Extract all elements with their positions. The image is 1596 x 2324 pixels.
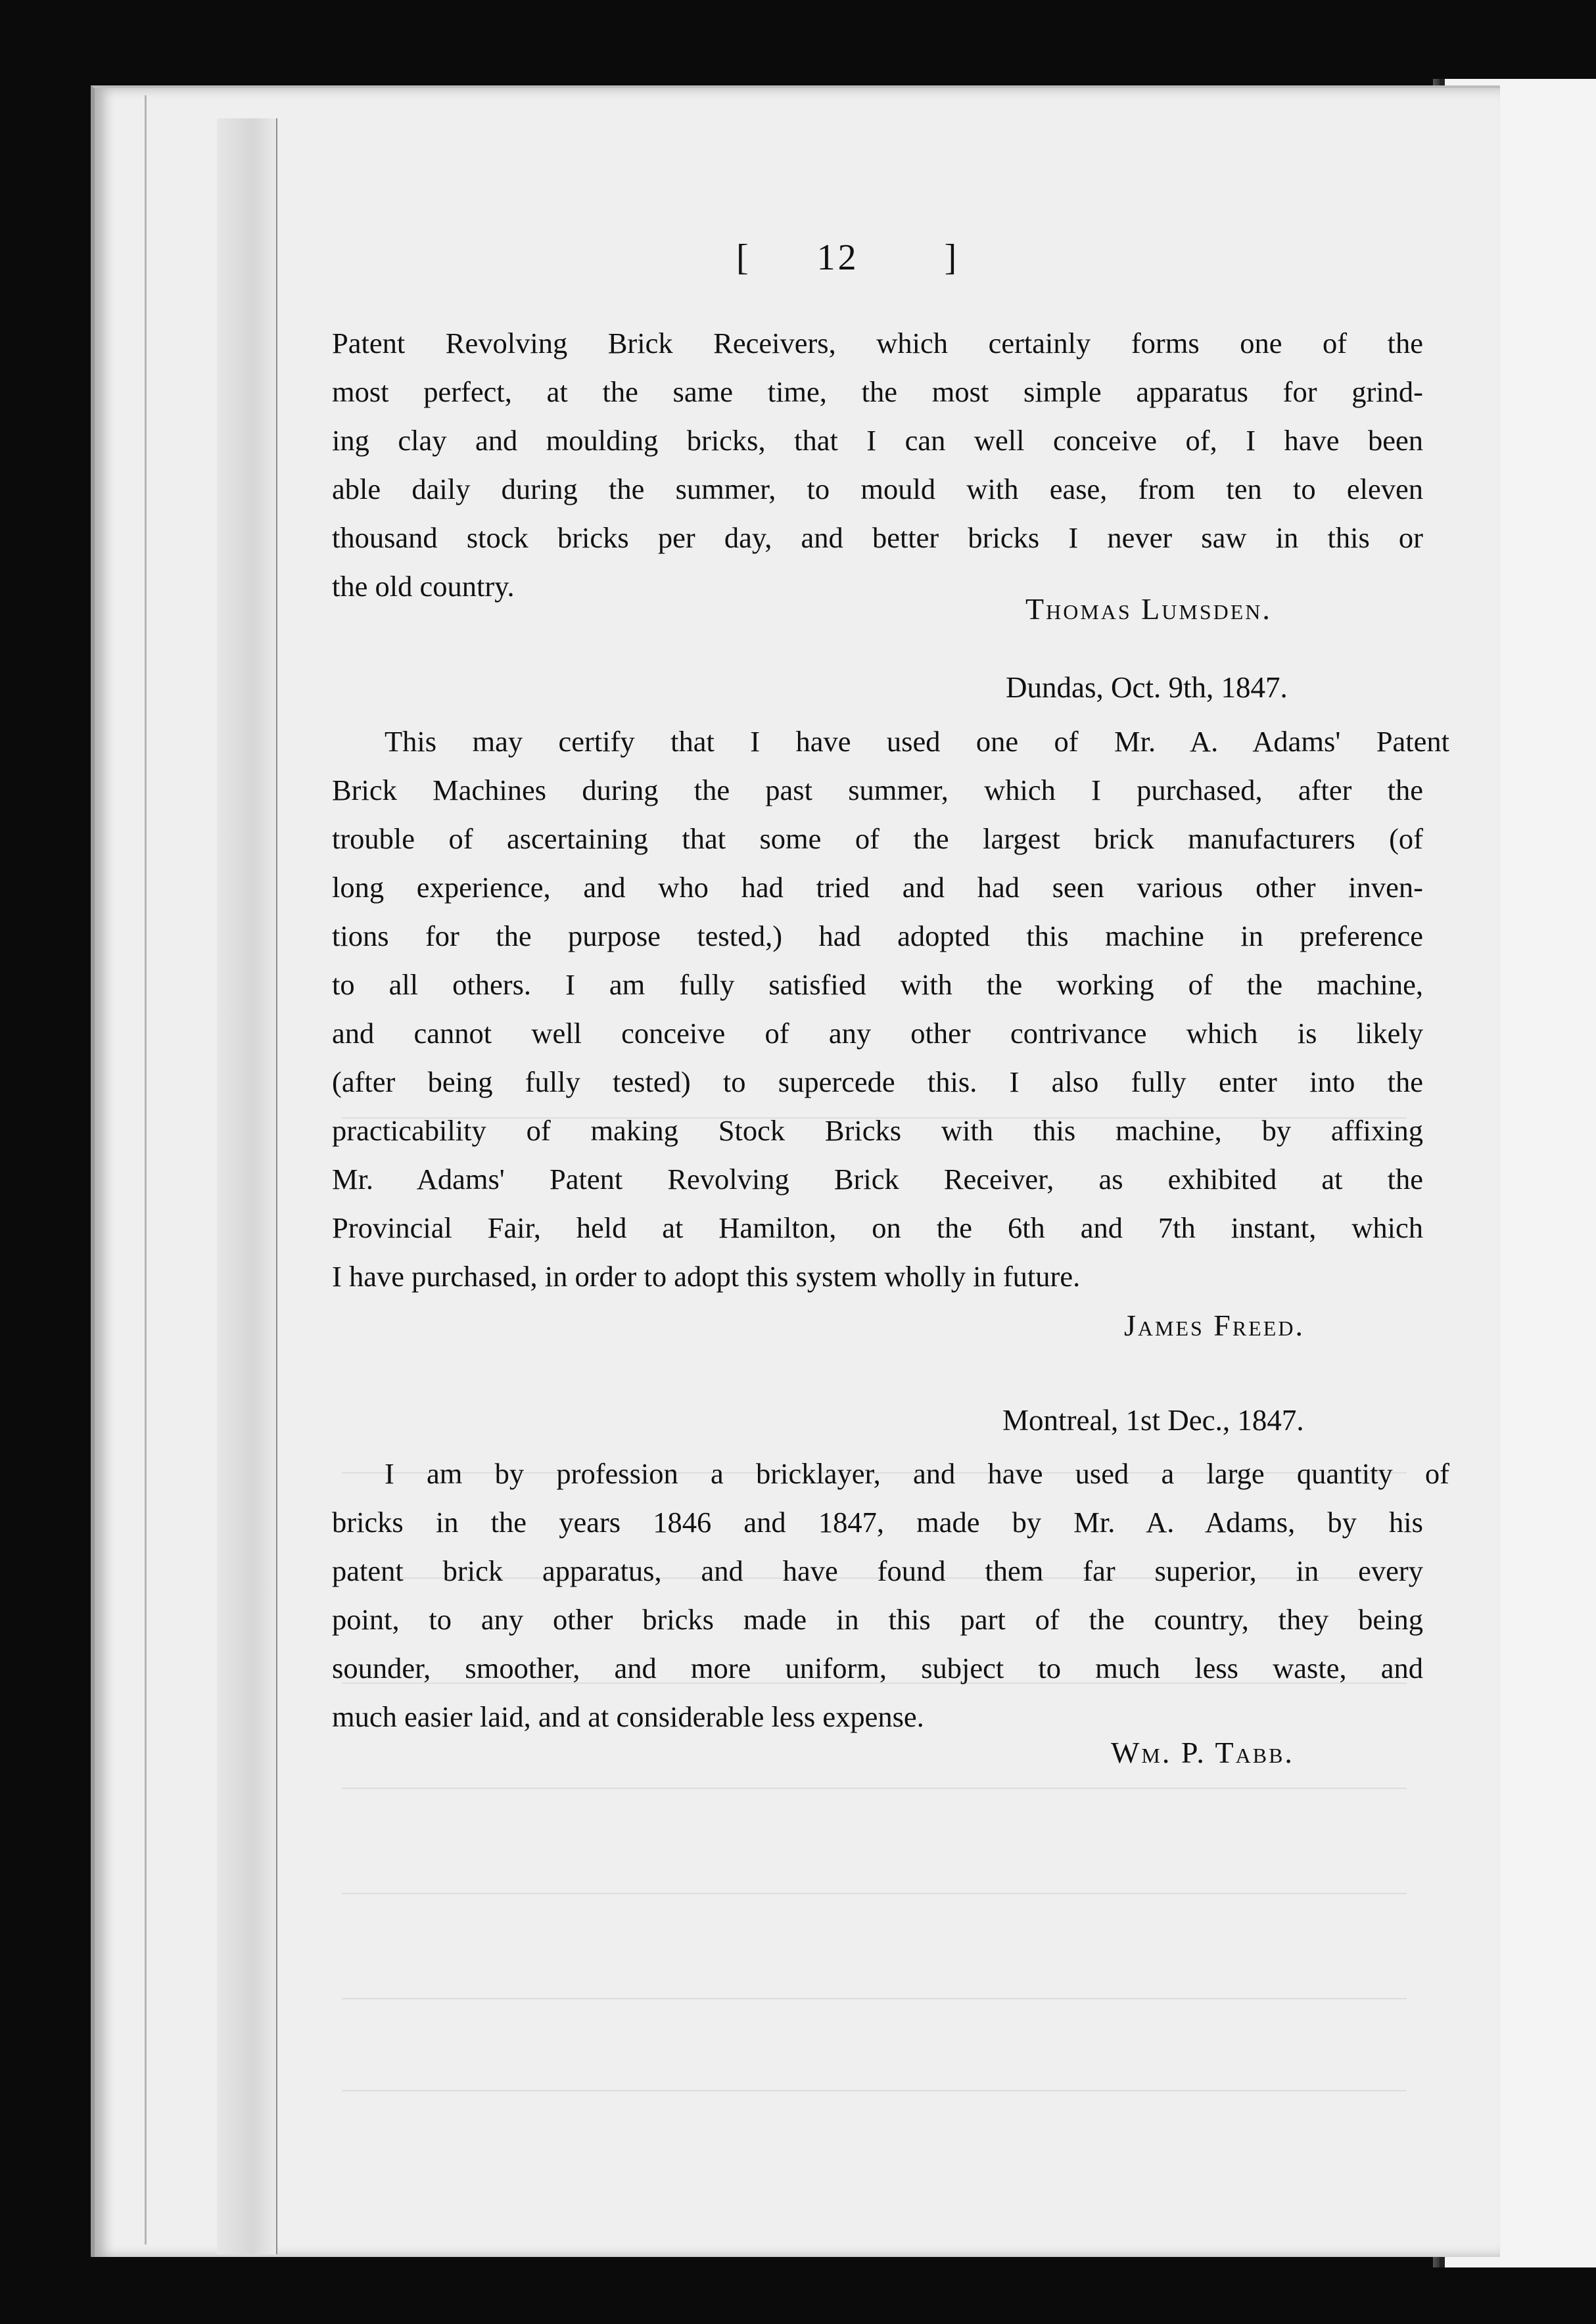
text-line: most perfect, at the same time, the most simple apparatus for grind- [332, 375, 1423, 408]
dateline-tabb: Montreal, 1st Dec., 1847. [1002, 1404, 1304, 1437]
torn-binding-strip [217, 118, 277, 2254]
text-line: point, to any other bricks made in this part of the country, they being [332, 1603, 1423, 1636]
bleed-through-mark [342, 1788, 1407, 1789]
text-line: tions for the purpose tested,) had adopted this machine in preference [332, 919, 1423, 952]
text-line: trouble of ascertaining that some of the largest brick manufacturers (of [332, 822, 1423, 855]
text-line: much easier laid, and at considerable less expense. [332, 1700, 924, 1733]
text-line: Provincial Fair, held at Hamilton, on the 6th and 7th instant, which [332, 1211, 1423, 1244]
text-line: Mr. Adams' Patent Revolving Brick Receiver, as exhibited at the [332, 1163, 1423, 1196]
signature-tabb: Wm. P. Tabb. [1111, 1736, 1294, 1769]
signature-lumsden: Thomas Lumsden. [1025, 592, 1272, 626]
bleed-through-mark [342, 1893, 1407, 1894]
text-line: long experience, and who had tried and had seen various other inven- [332, 871, 1423, 904]
page-number-bracket-open: [ [736, 237, 751, 278]
text-line: ing clay and moulding bricks, that I can well conceive of, I have been [332, 424, 1423, 457]
signature-freed: James Freed. [1124, 1309, 1305, 1342]
text-line: (after being fully tested) to supercede this. I also fully enter into the [332, 1065, 1423, 1098]
text-line: to all others. I am fully satisfied with the working of the machine, [332, 968, 1423, 1001]
text-line: I am by profession a bricklayer, and have used a large quantity of [385, 1457, 1449, 1490]
page-number-bracket-close: ] [944, 237, 960, 278]
bleed-through-mark [342, 2090, 1407, 2091]
text-line: thousand stock bricks per day, and better bricks I never saw in this or [332, 521, 1423, 554]
text-line: the old country. [332, 570, 515, 603]
text-line: This may certify that I have used one of Mr. A. Adams' Patent [385, 725, 1449, 758]
text-line: and cannot well conceive of any other contrivance which is likely [332, 1017, 1423, 1050]
page-number [736, 237, 1012, 279]
text-line: I have purchased, in order to adopt this system wholly in future. [332, 1260, 1081, 1293]
text-line: sounder, smoother, and more uniform, subject to much less waste, and [332, 1652, 1423, 1685]
page-edge-line [145, 95, 147, 2244]
text-line: able daily during the summer, to mould with ease, from ten to eleven [332, 473, 1423, 505]
text-line: practicability of making Stock Bricks with this machine, by affixing [332, 1114, 1423, 1147]
dateline-freed: Dundas, Oct. 9th, 1847. [1006, 671, 1288, 704]
page-number-value: 12 [816, 237, 859, 278]
text-line: Brick Machines during the past summer, which I purchased, after the [332, 774, 1423, 806]
bleed-through-mark [342, 1998, 1407, 1999]
text-line: patent brick apparatus, and have found them far superior, in every [332, 1554, 1423, 1587]
text-line: Patent Revolving Brick Receivers, which certainly forms one of the [332, 327, 1423, 360]
text-line: bricks in the years 1846 and 1847, made by Mr. A. Adams, by his [332, 1506, 1423, 1539]
